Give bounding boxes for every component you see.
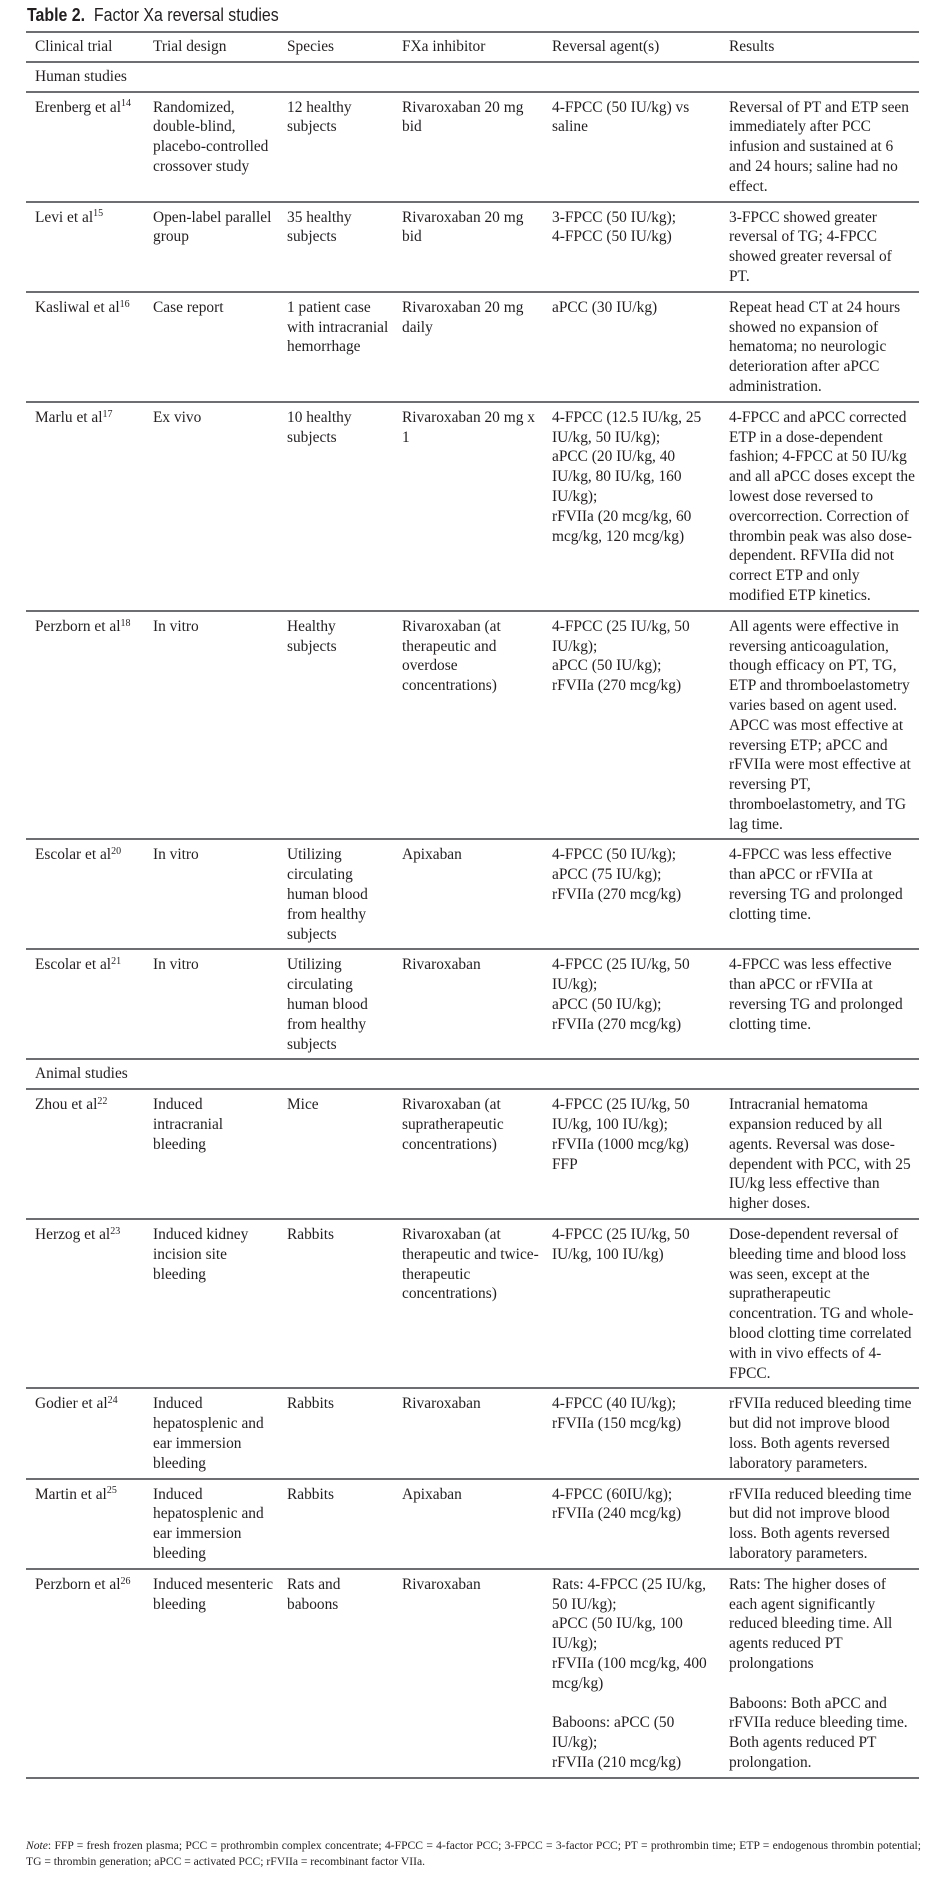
trial-name: Martin et al <box>35 1485 107 1503</box>
reference-number: 21 <box>111 956 122 968</box>
cell-reversal-agents <box>543 92 720 202</box>
agent-line: FFP <box>552 1155 578 1173</box>
agent-line: 4-FPCC (60IU/kg); <box>552 1485 673 1503</box>
cell-fxa-inhibitor: Rivaroxaban (at therapeutic and overdose concentrations) <box>393 611 543 840</box>
result-paragraph: 4-FPCC was less effective than aPCC or rFVIIa at reversing TG and prolonged clotting time. <box>729 846 903 923</box>
agent-line: 3-FPCC (50 IU/kg); <box>552 208 676 226</box>
reference-number: 22 <box>97 1096 108 1108</box>
cell-reversal-agents <box>543 839 720 949</box>
cell-fxa-inhibitor: Rivaroxaban <box>393 949 543 1059</box>
agent-line: 4-FPCC (25 IU/kg, 50 IU/kg, 100 IU/kg) <box>552 1226 690 1263</box>
cell-trial-design: Open-label parallel group <box>144 202 278 292</box>
section-row <box>26 62 919 92</box>
cell-reversal-agents <box>543 292 720 402</box>
cell-species: 1 patient case with intracranial hemorrhage <box>278 292 393 402</box>
result-paragraph: Baboons: Both aPCC and rFVIIa reduce bleeding time. Both agents reduced PT prolongation. <box>729 1694 908 1771</box>
agent-line: rFVIIa (1000 mcg/kg) <box>552 1135 689 1153</box>
header-row <box>26 32 919 62</box>
cell-trial-design: Induced hepatosplenic and ear immersion bleeding <box>144 1388 278 1478</box>
trial-name: Kasliwal et al <box>35 298 120 316</box>
col-header-reversal-agents: Reversal agent(s) <box>543 32 720 62</box>
reference-number: 15 <box>93 208 104 220</box>
cell-results <box>720 1479 919 1569</box>
trial-name: Godier et al <box>35 1395 108 1413</box>
agent-line: 4-FPCC (25 IU/kg, 50 IU/kg); <box>552 956 690 994</box>
cell-fxa-inhibitor: Rivaroxaban (at therapeutic and twice-therapeutic concentrations) <box>393 1219 543 1388</box>
cell-clinical-trial <box>26 92 144 202</box>
section-row <box>26 1059 919 1089</box>
cell-reversal-agents <box>543 949 720 1059</box>
cell-results <box>720 1388 919 1478</box>
cell-results <box>720 92 919 202</box>
cell-fxa-inhibitor: Apixaban <box>393 839 543 949</box>
cell-species: Utilizing circulating human blood from healthy subjects <box>278 949 393 1059</box>
spacer <box>729 1674 915 1694</box>
table-note <box>26 1838 921 1869</box>
col-header-trial-design: Trial design <box>144 32 278 62</box>
cell-reversal-agents <box>543 611 720 840</box>
cell-species: Rabbits <box>278 1388 393 1478</box>
cell-reversal-agents <box>543 1479 720 1569</box>
trial-name: Zhou et al <box>35 1096 98 1114</box>
agent-line: rFVIIa (240 mcg/kg) <box>552 1505 682 1523</box>
cell-trial-design: Induced hepatosplenic and ear immersion bleeding <box>144 1479 278 1569</box>
agent-line: Baboons: aPCC (50 IU/kg); <box>552 1714 675 1752</box>
trial-name: Perzborn et al <box>35 1575 121 1593</box>
cell-reversal-agents <box>543 1388 720 1478</box>
trial-name: Escolar et al <box>35 956 112 974</box>
cell-trial-design: Induced intracranial bleeding <box>144 1089 278 1219</box>
table-row <box>26 611 919 840</box>
agent-line: 4-FPCC (25 IU/kg, 50 IU/kg); <box>552 617 690 655</box>
result-paragraph: All agents were effective in reversing anticoagulation, though efficacy on PT, TG, ETP and thromboelastometry varies based on agent used. APCC was most effective at reversing ETP; aPCC and rFVIIa were most effective at reversing PT, thromboelastometry, and TG lag time. <box>729 617 911 833</box>
cell-clinical-trial <box>26 1388 144 1478</box>
result-paragraph: rFVIIa reduced bleeding time but did not improve blood loss. Both agents reversed laboratory parameters. <box>729 1395 912 1472</box>
cell-trial-design: In vitro <box>144 949 278 1059</box>
cell-fxa-inhibitor: Rivaroxaban (at supratherapeutic concentrations) <box>393 1089 543 1219</box>
cell-reversal-agents <box>543 1089 720 1219</box>
cell-fxa-inhibitor: Rivaroxaban 20 mg bid <box>393 92 543 202</box>
table-row <box>26 839 919 949</box>
spacer <box>552 1694 716 1714</box>
col-header-results: Results <box>720 32 919 62</box>
agent-line: rFVIIa (270 mcg/kg) <box>552 1015 682 1033</box>
reference-number: 20 <box>111 846 122 858</box>
cell-trial-design: Induced kidney incision site bleeding <box>144 1219 278 1388</box>
cell-trial-design: Ex vivo <box>144 402 278 611</box>
cell-clinical-trial <box>26 1479 144 1569</box>
col-header-clinical-trial: Clinical trial <box>26 32 144 62</box>
agent-line: rFVIIa (20 mcg/kg, 60 mcg/kg, 120 mcg/kg) <box>552 507 692 545</box>
cell-clinical-trial <box>26 1089 144 1219</box>
cell-results <box>720 611 919 840</box>
cell-results <box>720 839 919 949</box>
result-paragraph: rFVIIa reduced bleeding time but did not improve blood loss. Both agents reversed laboratory parameters. <box>729 1485 912 1562</box>
col-header-fxa-inhibitor: FXa inhibitor <box>393 32 543 62</box>
reference-number: 23 <box>110 1225 121 1237</box>
reversal-studies-table <box>26 31 919 1779</box>
cell-reversal-agents <box>543 1569 720 1778</box>
cell-clinical-trial <box>26 202 144 292</box>
cell-species: 10 healthy subjects <box>278 402 393 611</box>
cell-species: 35 healthy subjects <box>278 202 393 292</box>
trial-name: Escolar et al <box>35 846 112 864</box>
cell-trial-design: In vitro <box>144 611 278 840</box>
cell-results <box>720 1569 919 1778</box>
result-paragraph: Intracranial hematoma expansion reduced by all agents. Reversal was dose-dependent with PCC, with 25 IU/kg less effective than higher doses. <box>729 1096 911 1213</box>
cell-trial-design: Induced mesenteric bleeding <box>144 1569 278 1778</box>
agent-line: 4-FPCC (40 IU/kg); <box>552 1395 676 1413</box>
cell-clinical-trial <box>26 1219 144 1388</box>
cell-clinical-trial <box>26 1569 144 1778</box>
agent-line: aPCC (50 IU/kg); <box>552 996 662 1014</box>
cell-fxa-inhibitor: Rivaroxaban 20 mg bid <box>393 202 543 292</box>
table-row <box>26 1089 919 1219</box>
result-paragraph: 4-FPCC and aPCC corrected ETP in a dose-dependent fashion; 4-FPCC at 50 IU/kg and all aPCC doses except the lowest dose reversed to overcorrection. Correction of thrombin peak was also dose-dependent. RFVIIa did not correct ETP and only modified ETP kinetics. <box>729 408 915 604</box>
reference-number: 17 <box>102 408 113 420</box>
agent-line: rFVIIa (270 mcg/kg) <box>552 677 682 695</box>
cell-clinical-trial <box>26 949 144 1059</box>
cell-trial-design: Randomized, double-blind, placebo-controlled crossover study <box>144 92 278 202</box>
col-header-species: Species <box>278 32 393 62</box>
cell-results <box>720 1089 919 1219</box>
table-row <box>26 202 919 292</box>
cell-fxa-inhibitor: Apixaban <box>393 1479 543 1569</box>
cell-species: Rabbits <box>278 1219 393 1388</box>
trial-name: Erenberg et al <box>35 98 122 116</box>
table-row <box>26 1219 919 1388</box>
result-paragraph: 3-FPCC showed greater reversal of TG; 4-FPCC showed greater reversal of PT. <box>729 208 892 285</box>
cell-results <box>720 949 919 1059</box>
cell-species: Mice <box>278 1089 393 1219</box>
reference-number: 26 <box>120 1575 131 1587</box>
agent-line: aPCC (20 IU/kg, 40 IU/kg, 80 IU/kg, 160 IU/kg); <box>552 448 682 505</box>
table-label: Table 2. <box>27 4 86 25</box>
trial-name: Marlu et al <box>35 408 103 426</box>
cell-results <box>720 202 919 292</box>
section-heading: Human studies <box>26 62 919 92</box>
agent-line: 4-FPCC (50 IU/kg); <box>552 846 676 864</box>
reference-number: 16 <box>119 298 130 310</box>
cell-species: Rabbits <box>278 1479 393 1569</box>
trial-name: Herzog et al <box>35 1226 111 1244</box>
reference-number: 24 <box>107 1395 118 1407</box>
agent-line: 4-FPCC (50 IU/kg) <box>552 228 672 246</box>
reference-number: 18 <box>120 617 131 629</box>
cell-trial-design: In vitro <box>144 839 278 949</box>
cell-species: Healthy subjects <box>278 611 393 840</box>
agent-line: Rats: 4-FPCC (25 IU/kg, 50 IU/kg); <box>552 1575 706 1613</box>
cell-reversal-agents <box>543 402 720 611</box>
cell-trial-design: Case report <box>144 292 278 402</box>
table-body <box>26 62 919 1778</box>
result-paragraph: Reversal of PT and ETP seen immediately after PCC infusion and sustained at 6 and 24 hours; saline had no effect. <box>729 98 909 195</box>
table-row <box>26 402 919 611</box>
table-row <box>26 949 919 1059</box>
section-heading: Animal studies <box>26 1059 919 1089</box>
table-caption: Factor Xa reversal studies <box>93 4 279 25</box>
agent-line: 4-FPCC (25 IU/kg, 50 IU/kg, 100 IU/kg); <box>552 1096 690 1134</box>
reference-number: 14 <box>121 98 132 110</box>
result-paragraph: 4-FPCC was less effective than aPCC or rFVIIa at reversing TG and prolonged clotting time. <box>729 956 903 1033</box>
cell-species: Utilizing circulating human blood from healthy subjects <box>278 839 393 949</box>
cell-reversal-agents <box>543 202 720 292</box>
cell-clinical-trial <box>26 292 144 402</box>
cell-results <box>720 292 919 402</box>
cell-results <box>720 402 919 611</box>
trial-name: Levi et al <box>35 208 94 226</box>
agent-line: 4-FPCC (12.5 IU/kg, 25 IU/kg, 50 IU/kg); <box>552 408 702 446</box>
reference-number: 25 <box>106 1485 117 1497</box>
agent-line: aPCC (30 IU/kg) <box>552 298 658 316</box>
note-label: Note <box>26 1839 48 1852</box>
cell-fxa-inhibitor: Rivaroxaban <box>393 1388 543 1478</box>
agent-line: rFVIIa (150 mcg/kg) <box>552 1415 682 1433</box>
agent-line: rFVIIa (270 mcg/kg) <box>552 886 682 904</box>
cell-reversal-agents <box>543 1219 720 1388</box>
agent-line: aPCC (50 IU/kg, 100 IU/kg); <box>552 1615 683 1653</box>
agent-line: aPCC (75 IU/kg); <box>552 866 662 884</box>
cell-clinical-trial <box>26 402 144 611</box>
cell-fxa-inhibitor: Rivaroxaban 20 mg daily <box>393 292 543 402</box>
result-paragraph: Repeat head CT at 24 hours showed no expansion of hematoma; no neurologic deterioration after aPCC administration. <box>729 298 901 395</box>
table-row <box>26 92 919 202</box>
cell-clinical-trial <box>26 839 144 949</box>
table-title <box>27 4 279 26</box>
table-row <box>26 1388 919 1478</box>
agent-line: aPCC (50 IU/kg); <box>552 657 662 675</box>
table-row <box>26 1569 919 1778</box>
table-row <box>26 1479 919 1569</box>
note-text: : FFP = fresh frozen plasma; PCC = prothrombin complex concentrate; 4-FPCC = 4-factor PCC; 3-FPCC = 3-factor PCC; PT = prothrombin time; ETP = endogenous thrombin potential; TG = thrombin generation; aPCC = activated PCC; rFVIIa = recombinant factor VIIa. <box>26 1839 921 1868</box>
cell-results <box>720 1219 919 1388</box>
cell-fxa-inhibitor: Rivaroxaban 20 mg x 1 <box>393 402 543 611</box>
table-row <box>26 292 919 402</box>
cell-species: Rats and baboons <box>278 1569 393 1778</box>
result-paragraph: Rats: The higher doses of each agent significantly reduced bleeding time. All agents reduced PT prolongations <box>729 1575 893 1672</box>
trial-name: Perzborn et al <box>35 617 121 635</box>
cell-clinical-trial <box>26 611 144 840</box>
agent-line: rFVIIa (210 mcg/kg) <box>552 1753 682 1771</box>
cell-fxa-inhibitor: Rivaroxaban <box>393 1569 543 1778</box>
agent-line: rFVIIa (100 mcg/kg, 400 mcg/kg) <box>552 1654 707 1692</box>
result-paragraph: Dose-dependent reversal of bleeding time and blood loss was seen, except at the supratherapeutic concentration. TG and whole-blood clotting time correlated with in vivo effects of 4-FPCC. <box>729 1226 914 1382</box>
agent-line: 4-FPCC (50 IU/kg) vs saline <box>552 98 690 136</box>
cell-species: 12 healthy subjects <box>278 92 393 202</box>
